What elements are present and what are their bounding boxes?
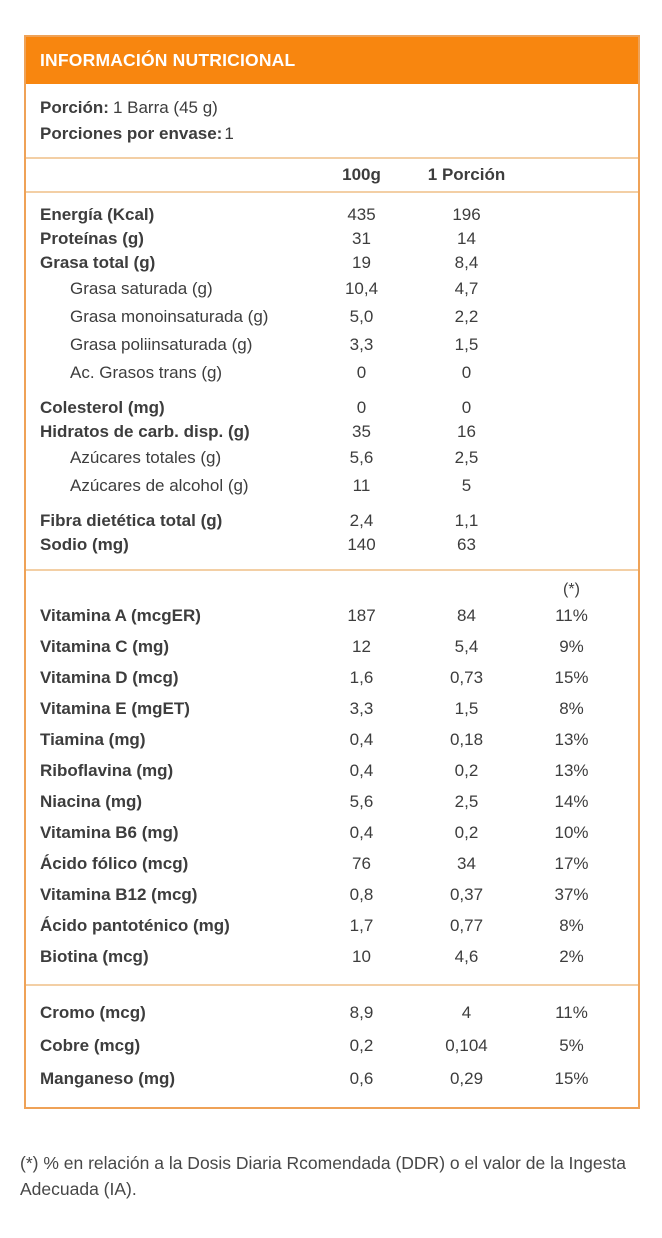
value-100g: 0,6 <box>349 1068 374 1088</box>
row-label: Vitamina C (mg) <box>40 636 170 656</box>
table-row <box>26 724 638 755</box>
value-percent: 8% <box>559 915 584 935</box>
value-100g: 8,9 <box>349 1002 374 1022</box>
value-100g: 35 <box>352 422 371 441</box>
table-row <box>26 817 638 848</box>
value-100g: 0 <box>356 363 367 382</box>
value-portion: 5,4 <box>454 636 479 656</box>
table-row <box>26 693 638 724</box>
value-portion: 0 <box>461 398 472 417</box>
value-100g: 3,3 <box>349 698 374 718</box>
value-portion: 84 <box>457 605 476 625</box>
table-row <box>26 251 638 275</box>
value-100g: 0 <box>356 398 367 417</box>
value-percent: 5% <box>559 1035 584 1055</box>
value-100g: 11 <box>352 476 371 495</box>
row-label: Colesterol (mg) <box>40 398 165 417</box>
value-100g: 76 <box>352 853 371 873</box>
row-label: Energía (Kcal) <box>40 205 155 224</box>
vitamin-rows-container <box>26 600 638 972</box>
value-portion: 2,5 <box>454 448 479 467</box>
table-row <box>26 786 638 817</box>
value-portion: 63 <box>457 535 476 554</box>
value-100g: 10 <box>352 946 371 966</box>
value-100g: 5,6 <box>349 448 374 467</box>
row-label: Cobre (mcg) <box>40 1035 141 1055</box>
row-label: Grasa saturada (g) <box>70 279 213 298</box>
table-row <box>26 848 638 879</box>
value-100g: 1,6 <box>349 667 374 687</box>
value-portion: 196 <box>452 205 481 224</box>
table-row <box>26 755 638 786</box>
table-row <box>26 1029 638 1062</box>
row-label: Sodio (mg) <box>40 535 129 554</box>
column-header-row <box>26 159 638 193</box>
value-percent: 11% <box>555 605 588 625</box>
row-label: Ac. Grasos trans (g) <box>70 363 223 382</box>
value-portion: 0,73 <box>449 667 484 687</box>
row-label: Vitamina B6 (mg) <box>40 822 179 842</box>
value-portion: 34 <box>457 853 476 873</box>
value-portion: 4 <box>461 1002 472 1022</box>
table-row <box>26 662 638 693</box>
table-row <box>26 303 638 331</box>
value-percent: 15% <box>554 1068 589 1088</box>
value-100g: 0,4 <box>349 760 374 780</box>
servings-per-package-line <box>40 121 624 147</box>
row-label: Ácido fólico (mcg) <box>40 853 189 873</box>
value-portion: 0,2 <box>454 822 479 842</box>
value-portion: 4,7 <box>454 279 479 298</box>
row-label: Vitamina D (mcg) <box>40 667 179 687</box>
table-row <box>26 996 638 1029</box>
footnote: (*) % en relación a la Dosis Diaria Rcomendada (DDR) o el valor de la Ingesta Adecuada (IA). <box>20 1153 626 1199</box>
row-label: Azúcares totales (g) <box>70 448 222 467</box>
table-row <box>26 203 638 227</box>
value-100g: 19 <box>352 253 371 272</box>
value-portion: 8,4 <box>454 253 479 272</box>
row-label: Niacina (mg) <box>40 791 143 811</box>
row-label: Manganeso (mg) <box>40 1068 176 1088</box>
value-100g: 5,6 <box>349 791 374 811</box>
serving-info <box>26 84 638 159</box>
value-percent: 37% <box>554 884 589 904</box>
table-row <box>26 227 638 251</box>
table-row <box>26 941 638 972</box>
table-row <box>26 910 638 941</box>
value-100g: 140 <box>347 535 376 554</box>
value-100g: 12 <box>352 636 371 656</box>
portion-line <box>40 95 624 121</box>
servings-per-package-value: 1 <box>224 124 234 143</box>
column-header-portion: 1 Porción <box>427 165 506 184</box>
row-label: Vitamina B12 (mcg) <box>40 884 198 904</box>
value-percent: 17% <box>554 853 589 873</box>
value-percent: 15% <box>554 667 589 687</box>
percent-column-header: (*) <box>563 581 580 598</box>
row-label: Biotina (mcg) <box>40 946 149 966</box>
panel-title-bar <box>26 37 638 84</box>
row-label: Grasa monoinsaturada (g) <box>70 307 269 326</box>
table-row <box>26 275 638 303</box>
value-portion: 0,18 <box>449 729 484 749</box>
table-row <box>26 879 638 910</box>
value-100g: 0,4 <box>349 729 374 749</box>
row-label: Proteínas (g) <box>40 229 144 248</box>
value-portion: 0,29 <box>449 1068 484 1088</box>
table-row <box>26 600 638 631</box>
value-portion: 0,37 <box>449 884 484 904</box>
row-label: Riboflavina (mg) <box>40 760 174 780</box>
table-row <box>26 420 638 444</box>
vitamins-section <box>26 569 638 984</box>
row-label: Grasa total (g) <box>40 253 156 272</box>
table-row <box>26 359 638 387</box>
value-portion: 16 <box>457 422 476 441</box>
value-percent: 11% <box>555 1002 588 1022</box>
minerals-section <box>26 984 638 1107</box>
value-100g: 3,3 <box>349 335 374 354</box>
value-percent: 14% <box>554 791 589 811</box>
table-row <box>26 1062 638 1095</box>
value-portion: 0,104 <box>445 1035 488 1055</box>
row-label: Ácido pantoténico (mg) <box>40 915 230 935</box>
value-percent: 13% <box>554 760 589 780</box>
value-portion: 1,5 <box>454 698 479 718</box>
table-row <box>26 509 638 533</box>
value-100g: 0,2 <box>349 1035 374 1055</box>
servings-per-package-label: Porciones por envase: <box>40 124 223 143</box>
table-row <box>26 444 638 472</box>
value-portion: 2,5 <box>454 791 479 811</box>
row-label: Tiamina (mg) <box>40 729 146 749</box>
row-label: Hidratos de carb. disp. (g) <box>40 422 250 441</box>
value-portion: 0 <box>461 363 472 382</box>
value-100g: 10,4 <box>344 279 379 298</box>
value-percent: 9% <box>559 636 584 656</box>
row-label: Vitamina A (mcgER) <box>40 605 201 625</box>
value-percent: 13% <box>554 729 589 749</box>
value-100g: 435 <box>347 205 376 224</box>
value-portion: 0,2 <box>454 760 479 780</box>
value-100g: 2,4 <box>349 511 374 530</box>
value-100g: 0,4 <box>349 822 374 842</box>
row-label: Fibra dietética total (g) <box>40 511 223 530</box>
value-portion: 2,2 <box>454 307 479 326</box>
value-percent: 10% <box>554 822 589 842</box>
value-percent: 2% <box>559 946 584 966</box>
value-portion: 4,6 <box>454 946 479 966</box>
row-label: Azúcares de alcohol (g) <box>70 476 249 495</box>
portion-value: 1 Barra (45 g) <box>112 98 218 117</box>
value-100g: 31 <box>352 229 371 248</box>
value-portion: 14 <box>457 229 476 248</box>
value-100g: 0,8 <box>349 884 374 904</box>
table-row <box>26 472 638 500</box>
row-label: Cromo (mcg) <box>40 1002 146 1022</box>
row-label: Grasa poliinsaturada (g) <box>70 335 253 354</box>
nutrition-facts-panel <box>24 35 640 1109</box>
value-portion: 0,77 <box>449 915 484 935</box>
table-row <box>26 331 638 359</box>
value-percent: 8% <box>559 698 584 718</box>
value-portion: 1,1 <box>454 511 479 530</box>
column-header-100g: 100g <box>342 165 381 184</box>
table-row <box>26 396 638 420</box>
value-portion: 1,5 <box>454 335 479 354</box>
row-label: Vitamina E (mgET) <box>40 698 190 718</box>
panel-title: INFORMACIÓN NUTRICIONAL <box>40 50 296 70</box>
portion-label: Porción: <box>40 98 109 117</box>
main-nutrients-section <box>26 193 638 569</box>
value-portion: 5 <box>461 476 472 495</box>
value-100g: 5,0 <box>349 307 374 326</box>
percent-header-row <box>26 581 638 600</box>
value-100g: 1,7 <box>349 915 374 935</box>
table-row <box>26 631 638 662</box>
value-100g: 187 <box>347 605 376 625</box>
table-row <box>26 533 638 557</box>
